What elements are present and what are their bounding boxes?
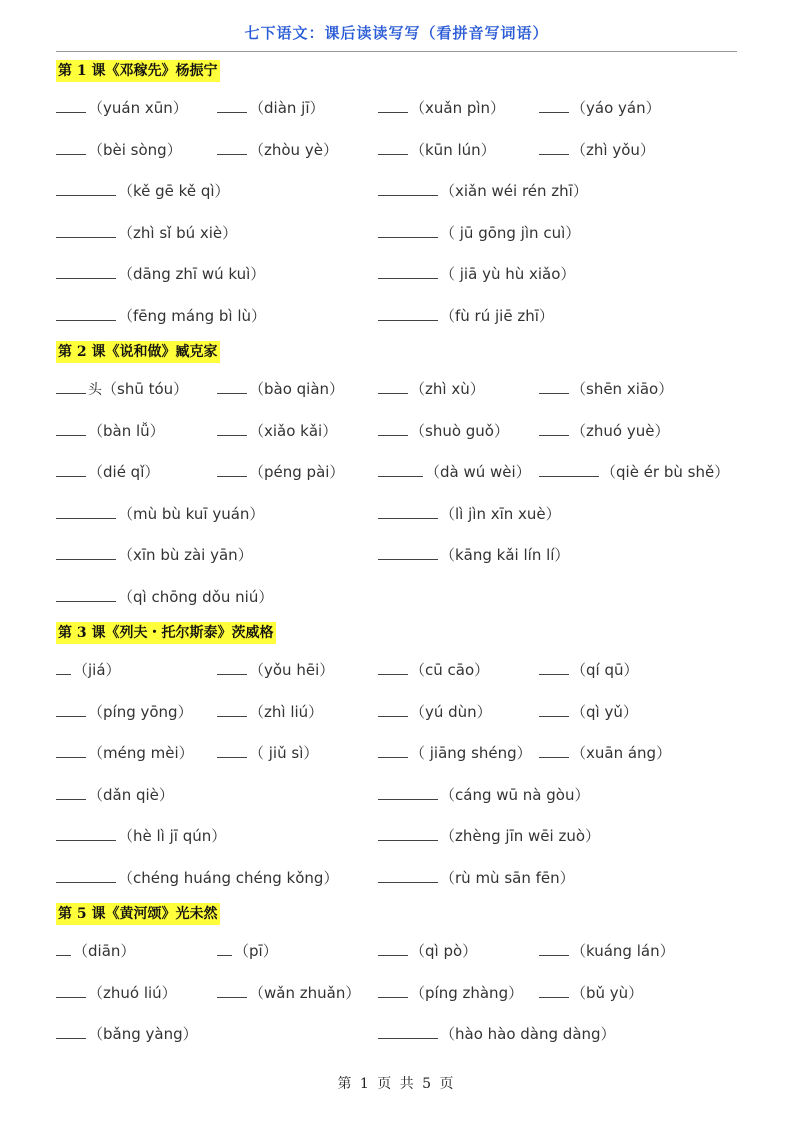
answer-blank[interactable] bbox=[56, 997, 86, 998]
answer-blank[interactable] bbox=[539, 757, 569, 758]
pinyin-exercise bbox=[56, 263, 265, 284]
answer-blank[interactable] bbox=[56, 278, 116, 279]
pinyin-prompt: （cáng wū nà gòu） bbox=[440, 785, 590, 804]
pinyin-exercise bbox=[539, 139, 655, 160]
pinyin-prompt: （zhuó yuè） bbox=[571, 421, 670, 440]
answer-blank[interactable] bbox=[56, 476, 86, 477]
pinyin-prompt: （pī） bbox=[234, 942, 278, 960]
answer-blank[interactable] bbox=[378, 320, 438, 321]
pinyin-prompt: （diān） bbox=[73, 942, 136, 960]
answer-blank[interactable] bbox=[56, 112, 86, 113]
pinyin-exercise bbox=[56, 97, 188, 118]
answer-blank[interactable] bbox=[539, 393, 569, 394]
pinyin-exercise bbox=[56, 659, 121, 680]
exercise-row bbox=[56, 659, 756, 681]
answer-blank[interactable] bbox=[217, 757, 247, 758]
exercise-row bbox=[56, 305, 756, 327]
pinyin-prompt: （ jiāng shéng） bbox=[410, 744, 532, 763]
pinyin-exercise bbox=[56, 1023, 198, 1044]
pinyin-exercise bbox=[56, 701, 193, 722]
pinyin-exercise bbox=[217, 461, 344, 482]
lesson-title: 第 2 课《说和做》臧克家 bbox=[56, 341, 220, 363]
answer-blank[interactable] bbox=[56, 757, 86, 758]
answer-blank[interactable] bbox=[56, 840, 116, 841]
answer-blank[interactable] bbox=[217, 112, 247, 113]
exercise-row bbox=[56, 263, 756, 285]
pinyin-exercise bbox=[539, 701, 638, 722]
pinyin-exercise bbox=[56, 544, 253, 565]
pinyin-prompt: （bào qiàn） bbox=[249, 380, 345, 398]
answer-blank[interactable] bbox=[378, 955, 408, 956]
pinyin-exercise bbox=[56, 825, 226, 846]
pinyin-exercise bbox=[378, 263, 575, 284]
answer-blank[interactable] bbox=[378, 674, 408, 675]
answer-blank[interactable] bbox=[56, 955, 71, 956]
pinyin-exercise bbox=[378, 825, 600, 846]
pinyin-exercise bbox=[56, 867, 338, 888]
exercise-row bbox=[56, 222, 756, 244]
answer-blank[interactable] bbox=[56, 559, 116, 560]
answer-blank[interactable] bbox=[378, 716, 408, 717]
pinyin-exercise bbox=[539, 659, 639, 680]
pinyin-prompt: （shū tóu） bbox=[102, 380, 189, 398]
pinyin-prompt: （jiá） bbox=[73, 661, 121, 679]
pinyin-exercise bbox=[378, 139, 496, 160]
pinyin-exercise bbox=[217, 659, 334, 680]
pinyin-exercise bbox=[56, 222, 237, 243]
answer-blank[interactable] bbox=[56, 154, 86, 155]
exercise-row bbox=[56, 784, 756, 806]
exercise-row bbox=[56, 180, 756, 202]
pinyin-prompt: （bèi sòng） bbox=[88, 140, 182, 159]
exercise-row bbox=[56, 544, 756, 566]
pinyin-prompt: （ jū gōng jìn cuì） bbox=[440, 223, 581, 242]
pinyin-prompt: （qí qū） bbox=[571, 661, 639, 679]
answer-blank[interactable] bbox=[56, 674, 71, 675]
answer-blank[interactable] bbox=[56, 320, 116, 321]
pinyin-exercise bbox=[378, 940, 477, 961]
answer-blank[interactable] bbox=[539, 154, 569, 155]
exercise-row bbox=[56, 825, 756, 847]
pinyin-prompt: （kě gē kě qì） bbox=[118, 182, 230, 201]
pinyin-exercise bbox=[539, 461, 729, 482]
pinyin-exercise bbox=[56, 940, 135, 961]
pinyin-prompt: （xiǎo kǎi） bbox=[249, 421, 338, 440]
exercise-row bbox=[56, 503, 756, 525]
answer-blank[interactable] bbox=[56, 882, 116, 883]
pinyin-prompt: （xiǎn wéi rén zhī） bbox=[440, 182, 588, 201]
pinyin-exercise bbox=[56, 180, 230, 201]
pinyin-prompt: （rù mù sān fēn） bbox=[440, 869, 575, 887]
given-character: 头 bbox=[88, 382, 102, 398]
answer-blank[interactable] bbox=[378, 840, 438, 841]
lesson-title: 第 1 课《邓稼先》杨振宁 bbox=[56, 60, 220, 82]
answer-blank[interactable] bbox=[217, 435, 247, 436]
pinyin-exercise bbox=[56, 461, 159, 482]
pinyin-prompt: （fù rú jiē zhī） bbox=[440, 307, 554, 325]
exercise-row bbox=[56, 742, 756, 764]
pinyin-prompt: （yǒu hēi） bbox=[249, 661, 335, 679]
lesson-title: 第 5 课《黄河颂》光未然 bbox=[56, 903, 220, 925]
answer-blank[interactable] bbox=[56, 518, 116, 519]
pinyin-exercise bbox=[378, 701, 492, 722]
pinyin-exercise bbox=[539, 378, 673, 399]
answer-blank[interactable] bbox=[378, 799, 438, 800]
pinyin-prompt: （mù bù kuī yuán） bbox=[118, 504, 265, 523]
exercise-row bbox=[56, 586, 756, 608]
pinyin-exercise bbox=[378, 503, 561, 524]
pinyin-exercise bbox=[378, 544, 569, 565]
pinyin-exercise bbox=[56, 503, 264, 524]
answer-blank[interactable] bbox=[56, 716, 86, 717]
pinyin-prompt: （píng zhàng） bbox=[410, 983, 524, 1002]
answer-blank[interactable] bbox=[217, 476, 247, 477]
exercise-row bbox=[56, 97, 756, 119]
pinyin-prompt: （zhì liú） bbox=[249, 702, 324, 721]
pinyin-prompt: （yú dùn） bbox=[410, 702, 492, 721]
answer-blank[interactable] bbox=[378, 997, 408, 998]
pinyin-prompt: （méng mèi） bbox=[88, 744, 194, 763]
pinyin-exercise bbox=[378, 420, 509, 441]
pinyin-prompt: （dié qǐ） bbox=[88, 463, 160, 482]
answer-blank[interactable] bbox=[217, 154, 247, 155]
pinyin-prompt: （qì yǔ） bbox=[571, 702, 638, 721]
pinyin-prompt: （kāng kǎi lín lí） bbox=[440, 546, 570, 565]
answer-blank[interactable] bbox=[378, 195, 438, 196]
answer-blank[interactable] bbox=[217, 716, 247, 717]
pinyin-prompt: （hào hào dàng dàng） bbox=[440, 1025, 616, 1044]
answer-blank[interactable] bbox=[217, 955, 232, 956]
pinyin-prompt: （dāng zhī wú kuì） bbox=[118, 265, 266, 284]
pinyin-exercise bbox=[56, 742, 194, 763]
answer-blank[interactable] bbox=[378, 882, 438, 883]
answer-blank[interactable] bbox=[378, 435, 408, 436]
pinyin-prompt: （xuǎn pìn） bbox=[410, 99, 506, 117]
pinyin-prompt: （qì chōng dǒu niú） bbox=[118, 588, 274, 606]
answer-blank[interactable] bbox=[56, 435, 86, 436]
pinyin-prompt: （qì pò） bbox=[410, 942, 478, 960]
answer-blank[interactable] bbox=[378, 393, 408, 394]
pinyin-prompt: （péng pài） bbox=[249, 463, 345, 482]
pinyin-exercise bbox=[217, 982, 360, 1003]
exercise-row bbox=[56, 867, 756, 889]
pinyin-exercise bbox=[378, 97, 505, 118]
pinyin-exercise bbox=[539, 940, 675, 961]
pinyin-exercise bbox=[378, 305, 554, 326]
pinyin-prompt: （chéng huáng chéng kǒng） bbox=[118, 869, 339, 887]
answer-blank[interactable] bbox=[378, 559, 438, 560]
pinyin-prompt: （shuò guǒ） bbox=[410, 421, 509, 440]
answer-blank[interactable] bbox=[539, 476, 599, 477]
exercise-row bbox=[56, 940, 756, 962]
pinyin-exercise bbox=[217, 420, 337, 441]
pinyin-exercise bbox=[56, 378, 188, 399]
pinyin-prompt: （kuáng lán） bbox=[571, 942, 675, 960]
pinyin-prompt: （zhì xù） bbox=[410, 380, 485, 398]
pinyin-exercise bbox=[217, 742, 318, 763]
answer-blank[interactable] bbox=[217, 997, 247, 998]
pinyin-prompt: （zhuó liú） bbox=[88, 983, 177, 1002]
pinyin-exercise bbox=[539, 420, 669, 441]
pinyin-prompt: （yáo yán） bbox=[571, 99, 661, 117]
answer-blank[interactable] bbox=[378, 278, 438, 279]
pinyin-prompt: （wǎn zhuǎn） bbox=[249, 983, 361, 1002]
pinyin-exercise bbox=[378, 378, 485, 399]
pinyin-prompt: （kūn lún） bbox=[410, 140, 496, 159]
pinyin-prompt: （dǎn qiè） bbox=[88, 785, 174, 804]
exercise-row bbox=[56, 701, 756, 723]
pinyin-prompt: （zhèng jīn wēi zuò） bbox=[440, 827, 601, 846]
pinyin-prompt: （zhì sǐ bú xiè） bbox=[118, 223, 238, 242]
pinyin-prompt: （zhòu yè） bbox=[249, 140, 338, 159]
pinyin-exercise bbox=[378, 867, 575, 888]
pinyin-exercise bbox=[56, 305, 266, 326]
pinyin-exercise bbox=[539, 742, 671, 763]
pinyin-exercise bbox=[56, 982, 177, 1003]
pinyin-prompt: （cū cāo） bbox=[410, 661, 490, 679]
pinyin-prompt: （zhì yǒu） bbox=[571, 140, 655, 159]
pinyin-prompt: （bàn lǚ） bbox=[88, 421, 165, 440]
pinyin-prompt: （ jiǔ sì） bbox=[249, 744, 319, 763]
pinyin-prompt: （bǔ yù） bbox=[571, 983, 644, 1002]
pinyin-prompt: （diàn jī） bbox=[249, 99, 325, 117]
pinyin-exercise bbox=[378, 1023, 616, 1044]
pinyin-prompt: （xuān áng） bbox=[571, 744, 672, 763]
answer-blank[interactable] bbox=[56, 601, 116, 602]
pinyin-exercise bbox=[378, 222, 580, 243]
answer-blank[interactable] bbox=[378, 237, 438, 238]
pinyin-exercise bbox=[539, 982, 643, 1003]
answer-blank[interactable] bbox=[378, 154, 408, 155]
pinyin-exercise bbox=[56, 586, 273, 607]
exercise-row bbox=[56, 461, 756, 483]
pinyin-exercise bbox=[56, 784, 174, 805]
page-header-title: 七下语文：课后读读写写（看拼音写词语） bbox=[244, 24, 549, 42]
pinyin-exercise bbox=[378, 461, 531, 482]
exercise-row bbox=[56, 139, 756, 161]
pinyin-exercise bbox=[217, 940, 278, 961]
pinyin-prompt: （ jiā yù hù xiǎo） bbox=[440, 265, 576, 284]
pinyin-exercise bbox=[378, 742, 532, 763]
pinyin-exercise bbox=[217, 378, 344, 399]
answer-blank[interactable] bbox=[539, 997, 569, 998]
answer-blank[interactable] bbox=[56, 237, 116, 238]
pinyin-prompt: （bǎng yàng） bbox=[88, 1025, 198, 1044]
page-footer: 第 1 页 共 5 页 bbox=[337, 1076, 456, 1092]
lesson-title: 第 3 课《列夫・托尔斯泰》茨威格 bbox=[56, 622, 276, 644]
pinyin-prompt: （yuán xūn） bbox=[88, 99, 188, 117]
answer-blank[interactable] bbox=[539, 674, 569, 675]
pinyin-exercise bbox=[378, 982, 523, 1003]
pinyin-prompt: （xīn bù zài yān） bbox=[118, 546, 253, 565]
answer-blank[interactable] bbox=[217, 393, 247, 394]
pinyin-exercise bbox=[539, 97, 661, 118]
answer-blank[interactable] bbox=[539, 955, 569, 956]
answer-blank[interactable] bbox=[378, 112, 408, 113]
pinyin-prompt: （lì jìn xīn xuè） bbox=[440, 504, 561, 523]
pinyin-exercise bbox=[56, 420, 165, 441]
answer-blank[interactable] bbox=[217, 674, 247, 675]
pinyin-exercise bbox=[378, 784, 589, 805]
pinyin-exercise bbox=[56, 139, 182, 160]
pinyin-prompt: （píng yōng） bbox=[88, 702, 193, 721]
answer-blank[interactable] bbox=[56, 393, 86, 394]
answer-blank[interactable] bbox=[56, 195, 116, 196]
exercise-row bbox=[56, 378, 756, 400]
pinyin-prompt: （fēng máng bì lù） bbox=[118, 307, 267, 325]
pinyin-exercise bbox=[217, 97, 325, 118]
answer-blank[interactable] bbox=[378, 518, 438, 519]
answer-blank[interactable] bbox=[378, 476, 423, 477]
answer-blank[interactable] bbox=[539, 112, 569, 113]
pinyin-prompt: （shēn xiāo） bbox=[571, 380, 674, 398]
pinyin-prompt: （qiè ér bù shě） bbox=[601, 463, 730, 482]
pinyin-prompt: （hè lì jī qún） bbox=[118, 827, 227, 846]
pinyin-exercise bbox=[217, 701, 323, 722]
pinyin-exercise bbox=[378, 180, 588, 201]
answer-blank[interactable] bbox=[378, 757, 408, 758]
header-divider bbox=[56, 51, 737, 52]
exercise-row bbox=[56, 982, 756, 1004]
pinyin-prompt: （dà wú wèi） bbox=[425, 463, 531, 482]
answer-blank[interactable] bbox=[539, 435, 569, 436]
answer-blank[interactable] bbox=[56, 1038, 86, 1039]
pinyin-exercise bbox=[217, 139, 338, 160]
answer-blank[interactable] bbox=[378, 1038, 438, 1039]
answer-blank[interactable] bbox=[539, 716, 569, 717]
exercise-row bbox=[56, 1023, 756, 1045]
pinyin-exercise bbox=[378, 659, 489, 680]
answer-blank[interactable] bbox=[56, 799, 86, 800]
exercise-row bbox=[56, 420, 756, 442]
